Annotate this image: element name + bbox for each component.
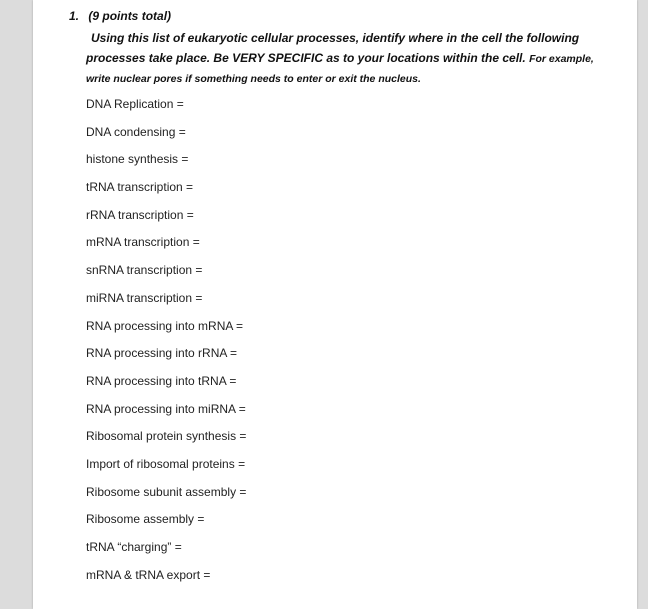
list-item: histone synthesis = [86,152,189,167]
process-list [86,94,246,592]
list-item: Ribosomal protein synthesis = [86,429,247,444]
list-item: RNA processing into miRNA = [86,401,246,416]
instruction-line-3: write nuclear pores if something needs to enter or exit the nucleus. [86,73,421,85]
question-header [69,9,171,23]
question-number: 1. [69,9,80,23]
instruction-line-2-tail: For example, [529,53,594,65]
list-item: RNA processing into rRNA = [86,346,238,361]
list-item: rRNA transcription = [86,207,194,222]
instruction-line-1: Using this list of eukaryotic cellular processes, identify where in the cell the following [91,31,580,45]
list-item: Ribosome assembly = [86,512,205,527]
list-item: tRNA transcription = [86,180,194,195]
list-item: Import of ribosomal proteins = [86,456,246,471]
list-item: Ribosome subunit assembly = [86,484,247,499]
instruction-line-2 [86,48,616,69]
list-item: tRNA “charging” = [86,540,182,554]
question-instructions [86,28,616,89]
list-item: mRNA & tRNA export = [86,567,211,582]
list-item: snRNA transcription = [86,263,203,278]
document-page [33,0,637,609]
list-item: DNA condensing = [86,124,186,139]
list-item: mRNA transcription = [86,235,200,250]
list-item: RNA processing into mRNA = [86,318,244,333]
instruction-line-2-main: processes take place. Be VERY SPECIFIC as to your locations within the cell. [86,51,526,65]
question-points: (9 points total) [88,9,172,23]
list-item: RNA processing into tRNA = [86,373,237,388]
list-item: DNA Replication = [86,97,184,111]
list-item: miRNA transcription = [86,290,203,305]
